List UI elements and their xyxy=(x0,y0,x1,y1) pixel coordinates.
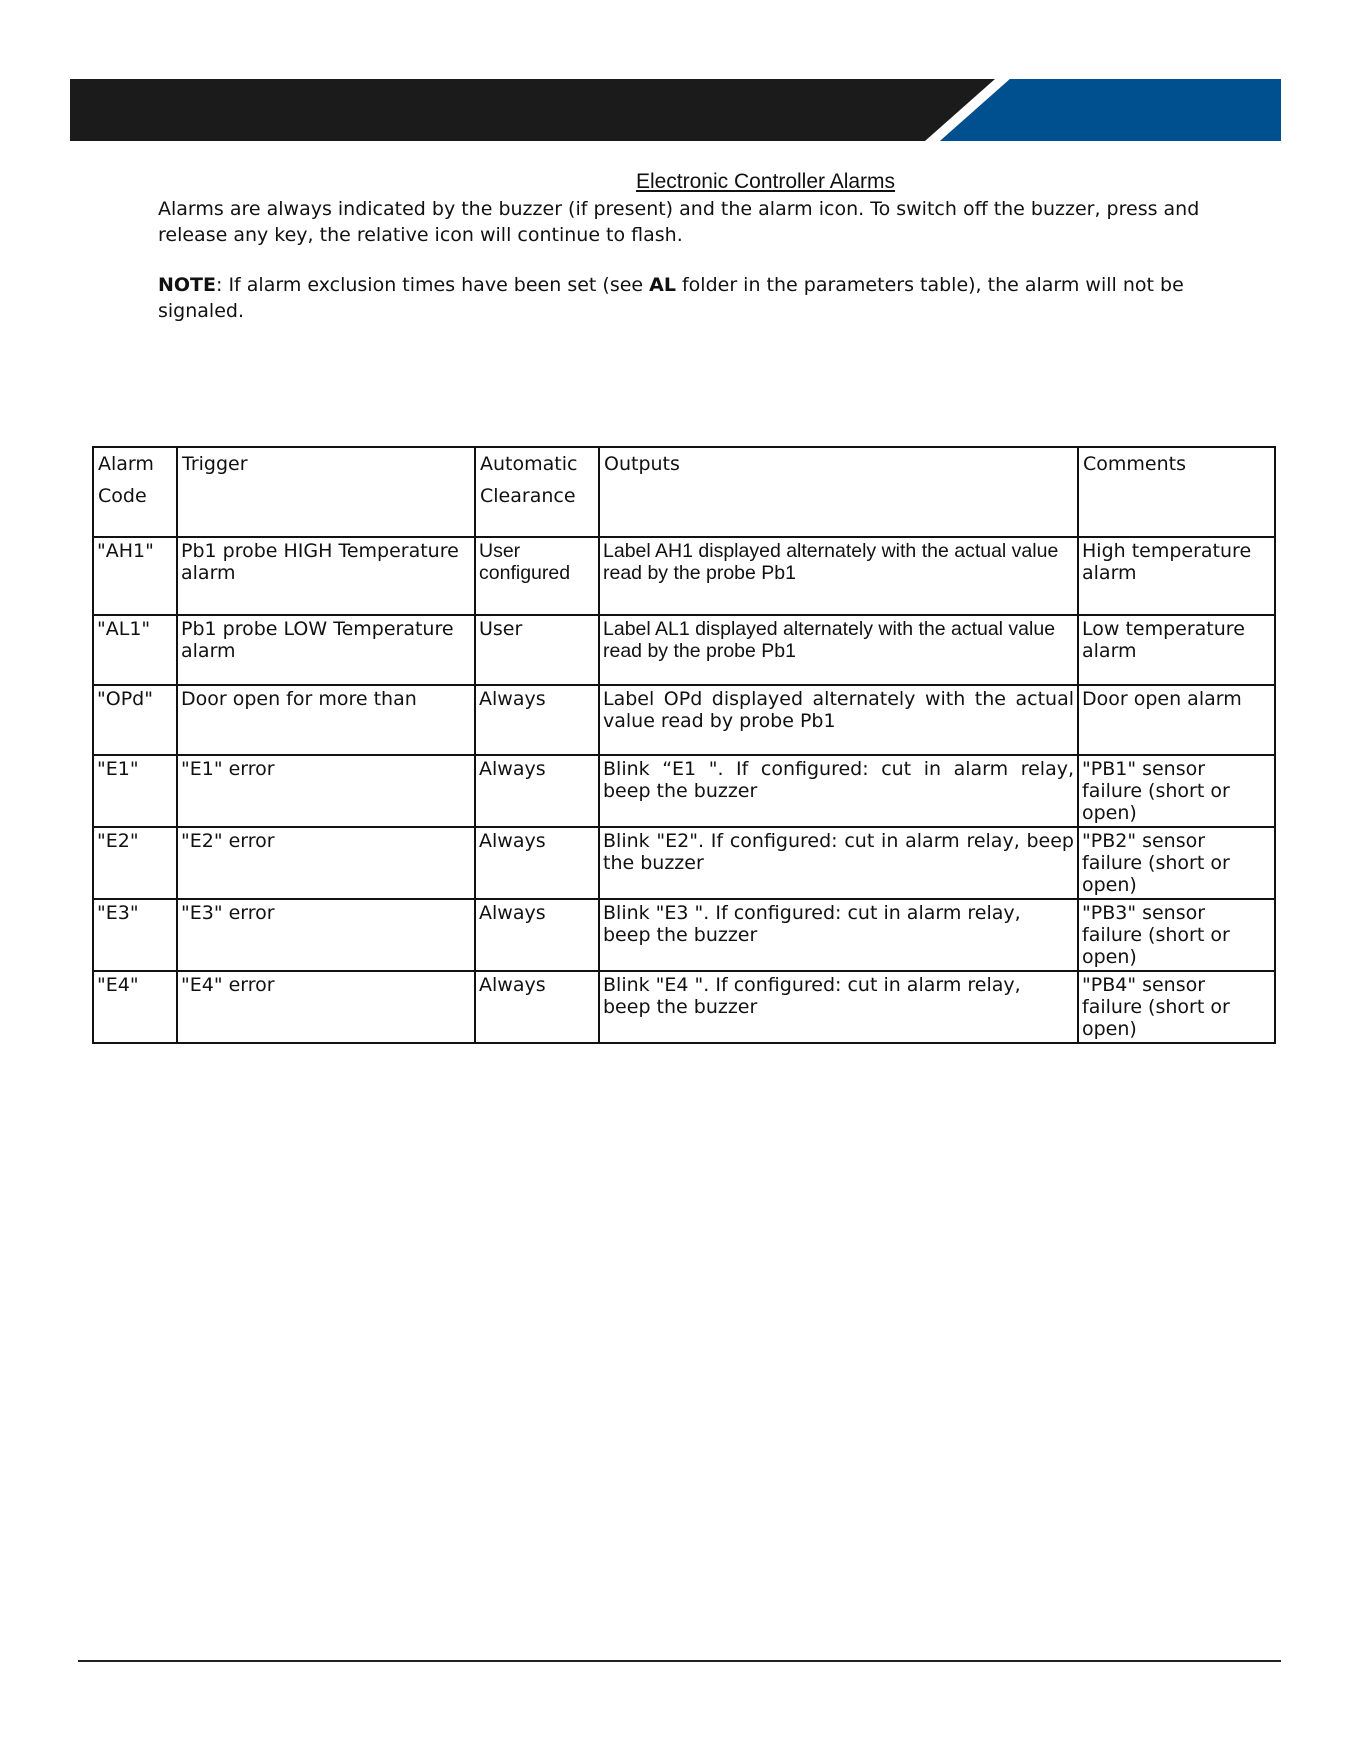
cell-comments: High temperature alarm xyxy=(1078,537,1275,615)
alarm-table xyxy=(92,446,1276,1044)
cell-code: "E3" xyxy=(93,899,177,971)
cell-trigger: "E4" error xyxy=(177,971,475,1043)
cell-comments: "PB4" sensor failure (short or open) xyxy=(1078,971,1275,1043)
intro-paragraph: Alarms are always indicated by the buzzer (if present) and the alarm icon. To switch off the buzzer, press and release any key, the relative icon will continue to flash. xyxy=(158,198,1200,246)
footer-rule xyxy=(78,1660,1281,1662)
cell-clearance: Always xyxy=(475,971,599,1043)
cell-outputs: Label AH1 displayed alternately with the actual value read by the probe Pb1 xyxy=(599,537,1078,615)
header-alarm-code: Alarm Code xyxy=(93,447,177,537)
cell-code: "AH1" xyxy=(93,537,177,615)
table-row xyxy=(93,537,1275,615)
cell-outputs: Label OPd displayed alternately with the actual value read by probe Pb1 xyxy=(599,685,1078,755)
cell-code: "E2" xyxy=(93,827,177,899)
cell-trigger: "E3" error xyxy=(177,899,475,971)
cell-code: "OPd" xyxy=(93,685,177,755)
cell-outputs: Blink "E2". If configured: cut in alarm relay, beep the buzzer xyxy=(599,827,1078,899)
table-row xyxy=(93,971,1275,1043)
cell-clearance: Always xyxy=(475,685,599,755)
cell-comments: "PB3" sensor failure (short or open) xyxy=(1078,899,1275,971)
header-banner xyxy=(70,79,1281,141)
cell-clearance: Always xyxy=(475,827,599,899)
header-comments: Comments xyxy=(1078,447,1275,537)
cell-comments: Door open alarm xyxy=(1078,685,1275,755)
cell-trigger: Pb1 probe LOW Temperature alarm xyxy=(177,615,475,685)
cell-outputs: Blink "E3 ". If configured: cut in alarm relay, beep the buzzer xyxy=(599,899,1078,971)
cell-trigger: "E1" error xyxy=(177,755,475,827)
table-row xyxy=(93,827,1275,899)
cell-trigger: Pb1 probe HIGH Temperature alarm xyxy=(177,537,475,615)
header-trigger: Trigger xyxy=(177,447,475,537)
table-row xyxy=(93,615,1275,685)
cell-clearance: User xyxy=(475,615,599,685)
table-row xyxy=(93,685,1275,755)
cell-outputs: Blink "E4 ". If configured: cut in alarm relay, beep the buzzer xyxy=(599,971,1078,1043)
table-row xyxy=(93,899,1275,971)
cell-comments: Low temperature alarm xyxy=(1078,615,1275,685)
cell-trigger: Door open for more than xyxy=(177,685,475,755)
cell-comments: "PB1" sensor failure (short or open) xyxy=(1078,755,1275,827)
header-automatic-clearance: Automatic Clearance xyxy=(475,447,599,537)
cell-clearance: User configured xyxy=(475,537,599,615)
note-paragraph xyxy=(158,272,1218,324)
note-text-before: : If alarm exclusion times have been set (see xyxy=(216,274,650,296)
cell-code: "E4" xyxy=(93,971,177,1043)
note-label: NOTE xyxy=(158,274,216,296)
cell-comments: "PB2" sensor failure (short or open) xyxy=(1078,827,1275,899)
cell-clearance: Always xyxy=(475,899,599,971)
banner-graphic xyxy=(70,79,1281,141)
header-outputs: Outputs xyxy=(599,447,1078,537)
cell-clearance: Always xyxy=(475,755,599,827)
note-bold-word: AL xyxy=(649,274,676,296)
cell-outputs: Label AL1 displayed alternately with the actual value read by the probe Pb1 xyxy=(599,615,1078,685)
cell-code: "E1" xyxy=(93,755,177,827)
cell-trigger: "E2" error xyxy=(177,827,475,899)
page-title: Electronic Controller Alarms xyxy=(635,170,896,193)
cell-outputs: Blink “E1 ". If configured: cut in alarm relay, beep the buzzer xyxy=(599,755,1078,827)
note-text-after: folder in the parameters table), the alarm will not be signaled. xyxy=(158,274,1184,322)
cell-code: "AL1" xyxy=(93,615,177,685)
table-row xyxy=(93,755,1275,827)
table-header-row xyxy=(93,447,1275,537)
